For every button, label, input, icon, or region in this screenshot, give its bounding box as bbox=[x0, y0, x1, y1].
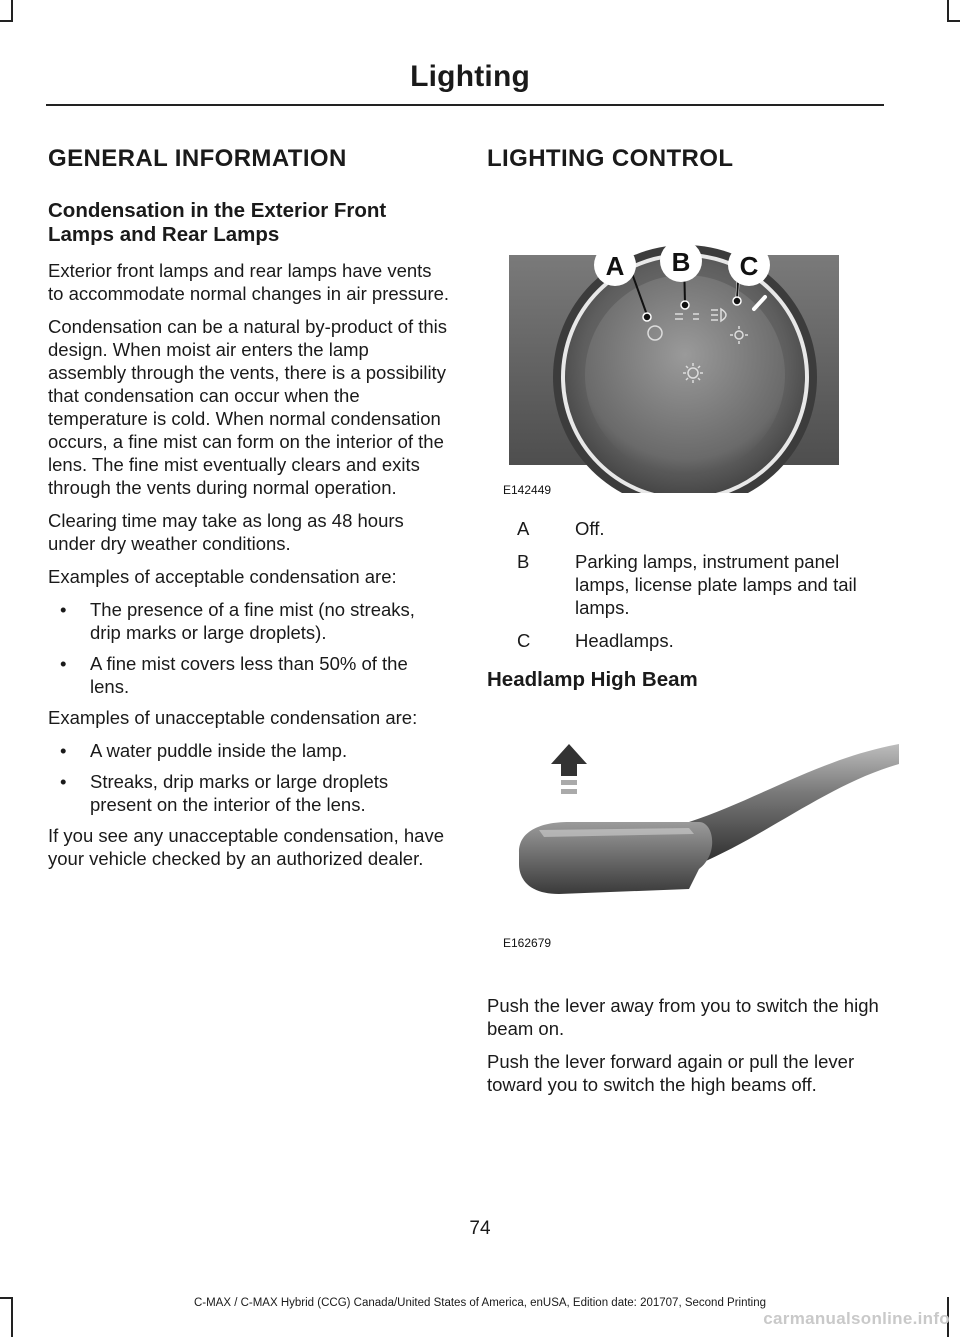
high-beam-lever-illustration bbox=[499, 704, 899, 974]
figure-legend bbox=[517, 517, 887, 652]
legend-value: Headlamps. bbox=[575, 630, 674, 651]
legend-key: B bbox=[517, 551, 530, 572]
legend-key: C bbox=[517, 630, 531, 651]
paragraph: Push the lever forward again or pull the lever toward you to switch the high beams off. bbox=[487, 1051, 855, 1095]
list-item bbox=[48, 598, 450, 644]
legend-key: A bbox=[517, 518, 530, 539]
callout-dot bbox=[733, 297, 741, 305]
unacceptable-list bbox=[48, 739, 450, 816]
headlamp-switch-illustration bbox=[499, 193, 839, 493]
list-item-text: The presence of a fine mist (no streaks, drip marks or large droplets). bbox=[90, 599, 415, 643]
right-column bbox=[487, 145, 887, 1106]
paragraph: Exterior front lamps and rear lamps have vents to accommodate normal changes in air pressure. bbox=[48, 260, 450, 304]
crop-mark bbox=[947, 0, 949, 22]
high-beam-arrow-icon bbox=[551, 744, 587, 794]
page-number: 74 bbox=[469, 1218, 491, 1239]
list-item bbox=[48, 652, 450, 698]
paragraph: If you see any unacceptable condensation, have your vehicle checked by an authorized dealer. bbox=[48, 825, 444, 869]
section-title-lighting-control: LIGHTING CONTROL bbox=[487, 145, 734, 172]
list-item-text: A fine mist covers less than 50% of the lens. bbox=[90, 653, 408, 697]
list-item bbox=[48, 770, 450, 816]
legend-row bbox=[517, 517, 887, 540]
crop-mark bbox=[0, 20, 13, 22]
callout-label-b: B bbox=[671, 247, 691, 277]
list-item bbox=[48, 739, 450, 762]
crop-mark bbox=[11, 0, 13, 22]
paragraph: Condensation can be a natural by-product of this design. When moist air enters the lamp assembly through the vents, there is a possibility that condensation can occur when the temperature is cold. When normal condensation occurs, a fine mist can form on the interior of the lens. The fine mist eventually clears and exits through the vents during normal operation. bbox=[48, 316, 448, 498]
legend-row bbox=[517, 550, 887, 619]
paragraph: Push the lever away from you to switch the high beam on. bbox=[487, 995, 879, 1039]
paragraph: Clearing time may take as long as 48 hours under dry weather conditions. bbox=[48, 510, 404, 554]
subheading-condensation: Condensation in the Exterior Front Lamps and Rear Lamps bbox=[48, 199, 387, 246]
high-beam-figure bbox=[499, 704, 839, 994]
bullet-icon: • bbox=[60, 653, 67, 674]
callout-dot bbox=[681, 301, 689, 309]
page-title: Lighting bbox=[410, 60, 530, 93]
list-item-text: Streaks, drip marks or large droplets present on the interior of the lens. bbox=[90, 771, 389, 815]
lever-stalk bbox=[689, 744, 899, 864]
subheading-headlamp-high-beam: Headlamp High Beam bbox=[487, 668, 698, 691]
bullet-icon: • bbox=[60, 599, 67, 620]
watermark: carmanualsonline.info bbox=[763, 1309, 950, 1328]
figure-code: E142449 bbox=[503, 483, 552, 497]
acceptable-list bbox=[48, 598, 450, 698]
callout-dot bbox=[643, 313, 651, 321]
paragraph: Examples of acceptable condensation are: bbox=[48, 566, 397, 587]
callout-label-c: C bbox=[739, 251, 759, 281]
bullet-icon: • bbox=[60, 740, 67, 761]
legend-row bbox=[517, 629, 887, 652]
legend-value: Parking lamps, instrument panel lamps, license plate lamps and tail lamps. bbox=[575, 551, 857, 618]
list-item-text: A water puddle inside the lamp. bbox=[90, 740, 348, 761]
lighting-control-figure bbox=[499, 193, 839, 497]
paragraph: Examples of unacceptable condensation are: bbox=[48, 707, 418, 728]
figure-code: E162679 bbox=[503, 936, 552, 950]
left-column bbox=[48, 145, 450, 880]
header-divider bbox=[46, 104, 884, 106]
crop-mark bbox=[947, 20, 960, 22]
footer-edition-text: C-MAX / C-MAX Hybrid (CCG) Canada/United States of America, enUSA, Edition date: 201707, Second Printing bbox=[193, 1297, 767, 1309]
section-title-general-information: GENERAL INFORMATION bbox=[48, 145, 347, 172]
legend-value: Off. bbox=[575, 518, 605, 539]
callout-label-a: A bbox=[605, 251, 625, 281]
bullet-icon: • bbox=[60, 771, 67, 792]
